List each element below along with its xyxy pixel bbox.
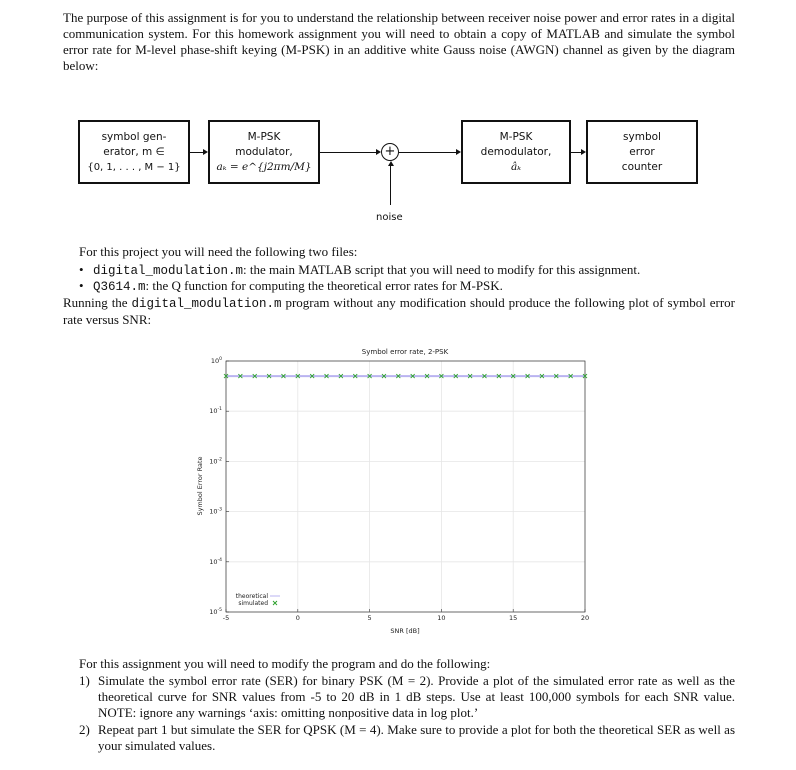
- block-label: symbol: [623, 130, 661, 143]
- x-tick-label: 5: [367, 614, 372, 622]
- y-tick-label: $10^{-2}$: [209, 457, 222, 466]
- file-name: Q3614.m: [93, 280, 146, 294]
- x-tick-label: 20: [580, 614, 590, 622]
- block-label: M-PSK: [499, 130, 533, 143]
- y-tick-label: $10^{-1}$: [209, 407, 222, 416]
- block-label: symbol gen-: [101, 130, 167, 143]
- plot-frame: [226, 361, 585, 612]
- task-text: Simulate the symbol error rate (SER) for binary PSK (M = 2). Provide a plot of the simulated error rate as well as the theoretical curve for SNR values from -5 to 20 dB in 1 dB steps. Use at least 100,000 symbols for each SNR value. NOTE: ignore any warnings ‘axis: omitting nonpositive data in log plot.’: [98, 673, 735, 720]
- y-tick-label: $10^0$: [210, 357, 222, 365]
- y-tick-label: $10^{-3}$: [209, 507, 222, 516]
- y-tick-label: $10^{-5}$: [209, 608, 222, 616]
- text: Running the: [63, 295, 132, 310]
- block-label: erator, m ∈: [103, 145, 165, 158]
- file-name: digital_modulation.m: [93, 264, 244, 278]
- y-tick-label: $10^{-4}$: [209, 557, 222, 566]
- x-tick-label: 10: [437, 614, 446, 622]
- y-axis-label: Symbol Error Rate: [196, 456, 204, 516]
- files-intro: For this project you will need the following two files:: [79, 244, 358, 259]
- x-tick-label: 15: [509, 614, 518, 622]
- bullet-icon: •: [79, 262, 84, 277]
- block-label: counter: [621, 160, 663, 173]
- block-label: aₖ = e^{j2πm/M}: [216, 160, 312, 173]
- legend-x-icon: [273, 601, 277, 605]
- file-desc: : the main MATLAB script that you will need to modify for this assignment.: [243, 262, 641, 277]
- block-label: modulator,: [235, 145, 293, 158]
- block-label: M-PSK: [247, 130, 281, 143]
- intro-paragraph: The purpose of this assignment is for you to understand the relationship between receiver noise power and error rates in a digital communication system. For this homework assignment you will need to obtain a copy of MATLAB and simulate the symbol error rate for M-level phase-shift keying (M-PSK) in an additive white Gauss noise (AWGN) channel as given by the diagram below:: [63, 10, 735, 73]
- noise-label: noise: [376, 212, 403, 223]
- x-axis-label: SNR [dB]: [390, 627, 420, 635]
- x-tick-label: -5: [222, 614, 230, 622]
- legend-label: simulated: [238, 600, 268, 607]
- file-desc: : the Q function for computing the theoretical error rates for M-PSK.: [145, 278, 503, 293]
- legend-label: theoretical: [235, 593, 268, 600]
- x-tick-label: 0: [295, 614, 300, 622]
- task-item: [79, 722, 735, 754]
- file-name: digital_modulation.m: [131, 297, 282, 311]
- tasks-intro: For this assignment you will need to modify the program and do the following:: [79, 656, 491, 671]
- block-label: âₖ: [510, 160, 522, 173]
- task-number: 2): [79, 722, 90, 737]
- task-item: [79, 673, 735, 721]
- block-label: {0, 1, . . . , M − 1}: [87, 161, 181, 173]
- text: program without any modification should produce the following plot of symbol error rate versus SNR:: [63, 295, 736, 327]
- block-label: error: [629, 145, 655, 158]
- tasks-section: [79, 656, 735, 754]
- task-number: 1): [79, 673, 90, 688]
- block-label: demodulator,: [480, 145, 552, 158]
- task-text: Repeat part 1 but simulate the SER for QPSK (M = 4). Make sure to provide a plot for both the theoretical SER as well as your simulated values.: [98, 722, 735, 753]
- chart-title: Symbol error rate, 2-PSK: [361, 348, 449, 356]
- adder-node: +: [381, 143, 399, 161]
- bullet-icon: •: [79, 278, 84, 293]
